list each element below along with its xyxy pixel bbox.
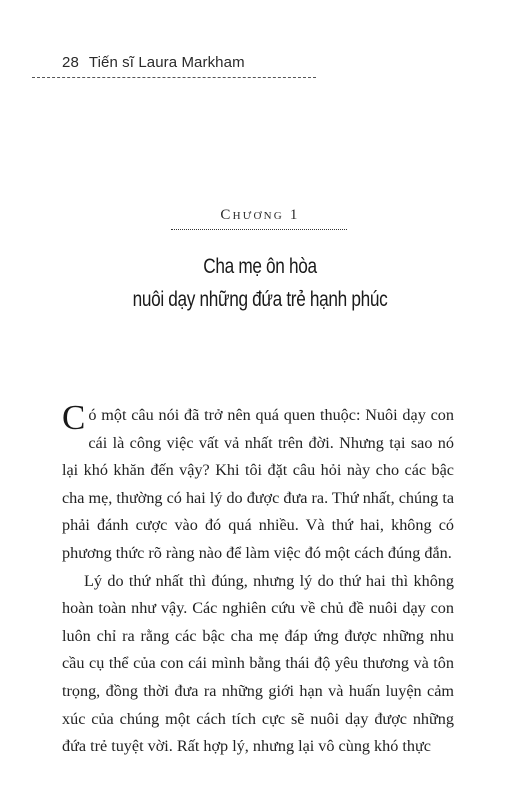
- chapter-title: [47, 250, 473, 316]
- drop-cap: C: [62, 398, 86, 437]
- chapter-label: Chương 1: [220, 207, 300, 223]
- page-number: 28: [62, 54, 79, 71]
- chapter-label-rule: [171, 229, 347, 230]
- chapter-title-line-1: Cha mẹ ôn hòa: [203, 255, 317, 278]
- paragraph-1-text: ó một câu nói đã trở nên quá quen thuộc: Nuôi dạy con cái là công việc vất vả nhất trên đời. Nhưng tại sao nó lại khó khăn đến vậy? Khi tôi đặt câu hỏi này cho các bậc cha mẹ, thường có hai lý do được đưa ra. Thứ nhất, chúng ta phải đánh cược vào đó quá nhiều. Và thứ hai, không có phương thức rõ ràng nào để làm việc đó một cách đúng đắn.: [62, 406, 454, 562]
- running-head: [62, 54, 245, 71]
- paragraph-1: [62, 398, 454, 568]
- chapter-title-line-2: nuôi dạy những đứa trẻ hạnh phúc: [132, 288, 388, 311]
- running-head-author: Tiến sĩ Laura Markham: [88, 54, 245, 71]
- running-head-rule: [32, 77, 316, 78]
- paragraph-2: Lý do thứ nhất thì đúng, nhưng lý do thứ hai thì không hoàn toàn như vậy. Các nghiên cứu về chủ đề nuôi dạy con luôn chỉ ra rằng các bậc cha mẹ đáp ứng được những nhu cầu cụ thể của con cái mình bằng thái độ yêu thương và tôn trọng, đồng thời đưa ra những giới hạn và huấn luyện cảm xúc của chúng một cách tích cực sẽ nuôi dạy được những đứa trẻ tuyệt vời. Rất hợp lý, nhưng lại vô cùng khó thực: [62, 571, 454, 756]
- body-text: [62, 398, 454, 761]
